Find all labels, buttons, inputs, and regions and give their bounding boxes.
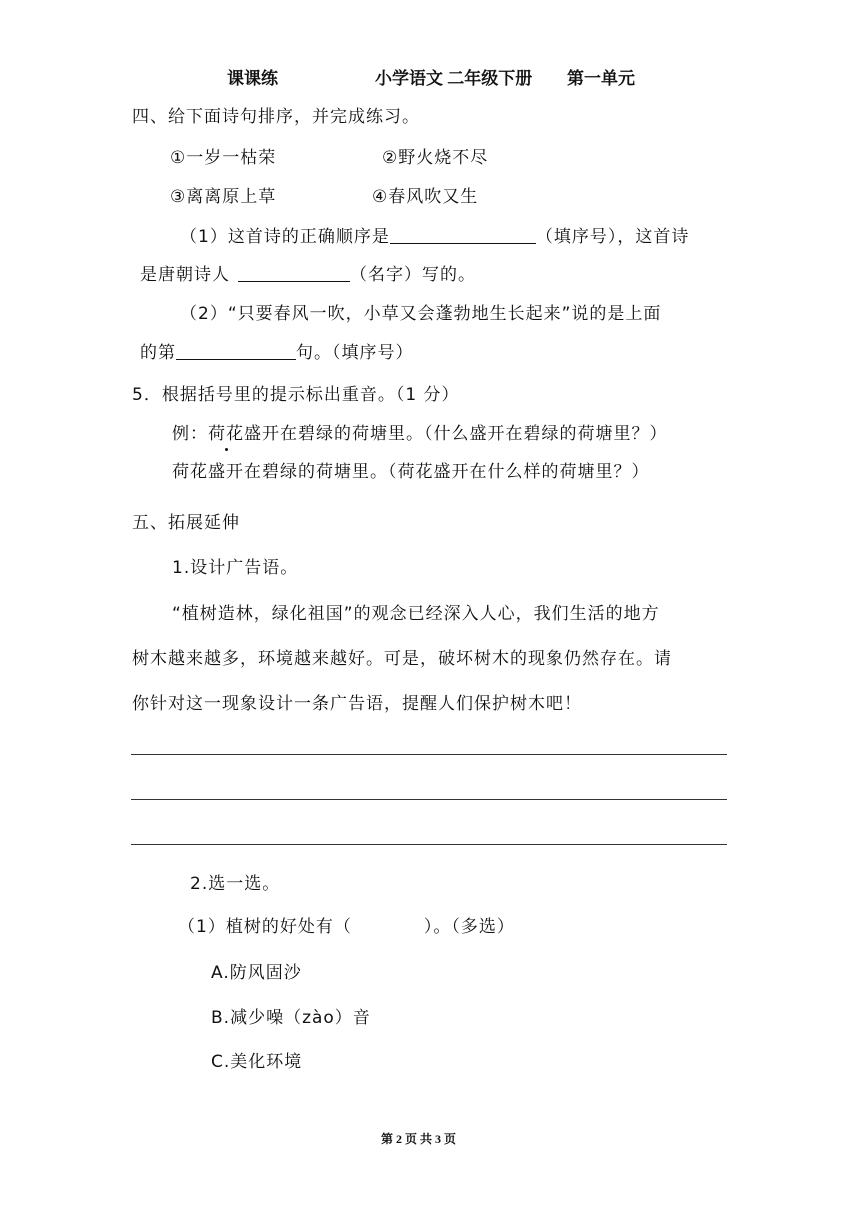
question-5-title: 5．根据括号里的提示标出重音。（1 分） [132,385,460,405]
question-4-1-line1 [180,225,689,249]
choice-b[interactable]: B.减少噪（zào）音 [211,1008,371,1028]
question-4-2-line1: （2）“只要春风一吹，小草又会蓬勃地生长起来”说的是上面 [180,304,662,324]
question-4-2-line2 [140,341,414,365]
choice-a[interactable]: A.防风固沙 [211,963,302,983]
question-5-example [172,422,668,446]
question-4-1-line2 [140,263,476,287]
section4-title: 四、给下面诗句排序，并完成练习。 [132,107,420,127]
line-answer-blank[interactable] [176,341,296,360]
q41-text-d: （名字）写的。 [350,265,476,285]
page-number: 第 2 页 共 3 页 [381,1132,457,1146]
header-title-left: 课课练 [227,69,278,88]
paragraph-line-3: 你针对这一现象设计一条广告语，提醒人们保护树木吧！ [132,694,582,714]
subquestion-1-title: 1.设计广告语。 [172,558,299,578]
q41-text-c: 是唐朝诗人 [140,265,230,285]
stressed-word: 荷花 [208,424,244,444]
poem-line-4: ④春风吹又生 [372,187,479,207]
header-unit: 第一单元 [567,69,635,88]
header-subject: 小学语文 二年级下册 [375,69,533,88]
q41-text-b: （填序号），这首诗 [535,227,690,247]
order-answer-blank[interactable] [390,225,536,244]
answer-line-2[interactable] [131,799,727,800]
q42-text-b: 句。（填序号） [296,343,414,363]
q41-text-a: （1）这首诗的正确顺序是 [180,227,390,247]
choice-question: （1）植树的好处有（ ）。（多选） [178,917,515,937]
paragraph-line-2: 树木越来越多，环境越来越好。可是，破坏树木的现象仍然存在。请 [132,649,672,669]
example-label: 例： [172,424,208,444]
choice-c[interactable]: C.美化环境 [211,1052,303,1072]
answer-line-3[interactable] [131,844,727,845]
poem-line-2: ②野火烧不尽 [382,148,489,168]
paragraph-line-1: “植树造林，绿化祖国”的观念已经深入人心，我们生活的地方 [172,604,660,624]
poet-answer-blank[interactable] [238,263,350,282]
question-5-exercise[interactable]: 荷花盛开在碧绿的荷塘里。（荷花盛开在什么样的荷塘里？） [172,462,650,482]
poem-line-3: ③离离原上草 [170,187,277,207]
answer-line-1[interactable] [131,754,727,755]
example-sentence: 盛开在碧绿的荷塘里。（什么盛开在碧绿的荷塘里？） [244,424,668,444]
subquestion-2-title: 2.选一选。 [190,874,281,894]
q42-text-a: 的第 [140,343,176,363]
poem-line-1: ①一岁一枯荣 [170,148,277,168]
section5-title: 五、拓展延伸 [132,513,240,533]
